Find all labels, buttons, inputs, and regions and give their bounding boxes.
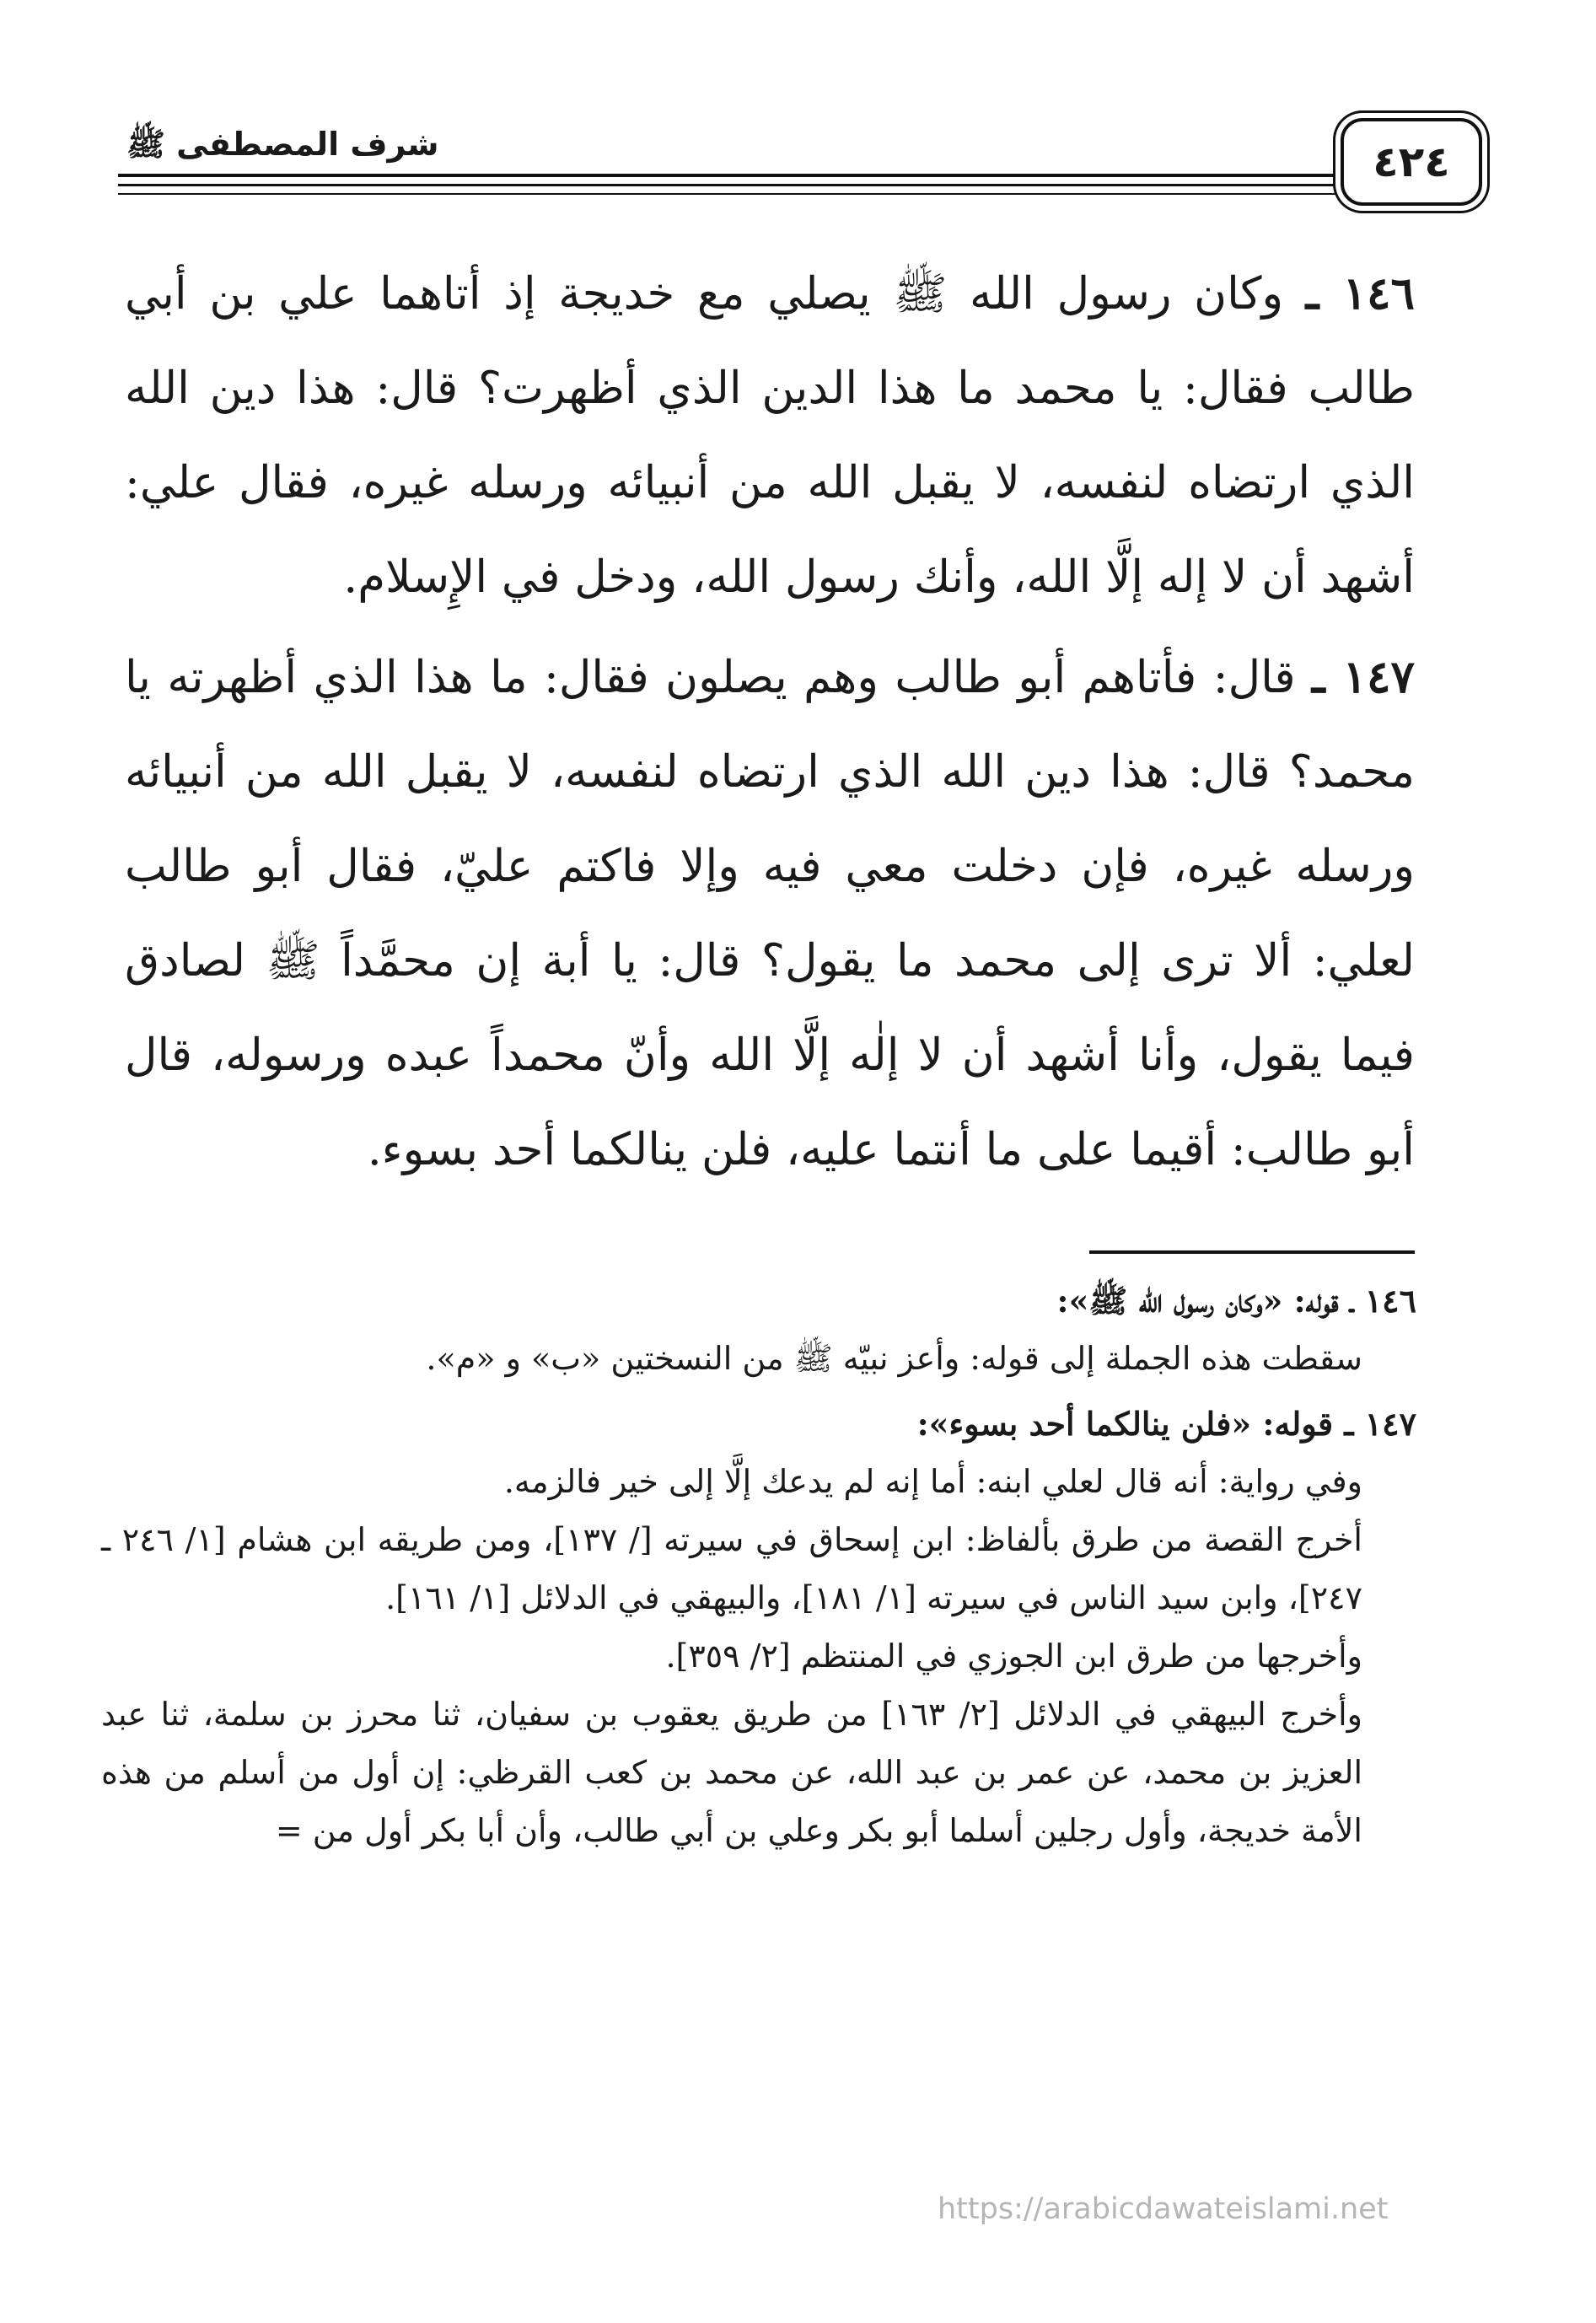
footnote-line: سقطت هذه الجملة إلى قوله: وأعز نبيّه ﷺ من النسختين «ب» و «م». (426, 1340, 1362, 1377)
footnote-paragraph: وأخرج البيهقي في الدلائل [٢/ ١٦٣] من طريق يعقوب بن سفيان، ثنا محرز بن سلمة، ثنا عبد العزيز بن محمد، عن عمر بن عبد الله، عن محمد بن كعب القرظي: إن أول من أسلم من هذه الأمة خديجة، وأول رجلين أسلما أبو بكر وعلي بن أبي طالب، وأن أبا بكر أول من = (101, 1696, 1362, 1849)
paragraph-146 (125, 246, 1415, 625)
footnote-heading: ١٤٦ ـ قوله: «وكان رسول الله ﷺ»: (1056, 1282, 1416, 1320)
footnote-separator (1089, 1250, 1415, 1254)
footnote-paragraph: أخرج القصة من طرق بألفاظ: ابن إسحاق في سيرته [/ ١٣٧]، ومن طريقه ابن هشام [١/ ٢٤٦ ـ ٢٤٧]، وابن سيد الناس في سيرته [١/ ١٨١]، والبيهقي في الدلائل [١/ ١٦١]. (101, 1521, 1362, 1616)
footnote-paragraph: وأخرجها من طرق ابن الجوزي في المنتظم [٢/ ٣٥٩]. (665, 1637, 1362, 1675)
footnote-147 (101, 1395, 1416, 1860)
watermark-url: https://arabicdawateislami.net (938, 2192, 1389, 2226)
page-header (118, 118, 1450, 211)
paragraph-number: ١٤٦ ـ (1305, 267, 1415, 320)
running-title: شرف المصطفى ﷺ (118, 125, 448, 171)
header-rule (118, 193, 1416, 195)
footnote-heading: ١٤٧ ـ قوله: «فلن ينالكما أحد بسوء»: (916, 1405, 1416, 1443)
main-text (125, 246, 1415, 1202)
paragraph-text: قال: فأتاهم أبو طالب وهم يصلون فقال: ما هذا الذي أظهرته يا محمد؟ قال: هذا دين الله الذي ارتضاه لنفسه، لا يقبل الله من أنبيائه ورسله غيره، فإن دخلت معي فيه وإلا فاكتم عليّ، فقال أبو طالب لعلي: ألا ترى إلى محمد ما يقول؟ قال: يا أبة إن محمَّداً ﷺ لصادق فيما يقول، وأنا أشهد أن لا إلٰه إلَّا الله وأنّ محمداً عبده ورسوله، قال أبو طالب: أقيما على ما أنتما عليه، فلن ينالكما أحد بسوء. (125, 652, 1415, 1175)
footnote-146 (101, 1272, 1416, 1388)
footnotes (101, 1272, 1416, 1867)
footnote-line: وفي رواية: أنه قال لعلي ابنه: أما إنه لم يدعك إلَّا إلى خير فالزمه. (503, 1463, 1362, 1500)
header-rule (118, 184, 1416, 186)
page-number: ٤٢٤ (1341, 118, 1482, 206)
header-rule (118, 174, 1416, 177)
paragraph-number: ١٤٧ ـ (1312, 651, 1415, 703)
paragraph-text: وكان رسول الله ﷺ يصلي مع خديجة إذ أتاهما علي بن أبي طالب فقال: يا محمد ما هذا الدين الذي أظهرت؟ قال: هذا دين الله الذي ارتضاه لنفسه، لا يقبل الله من أنبيائه ورسله غيره، فقال علي: أشهد أن لا إله إلَّا الله، وأنك رسول الله، ودخل في الإِسلام. (125, 268, 1415, 603)
paragraph-147 (125, 630, 1415, 1197)
